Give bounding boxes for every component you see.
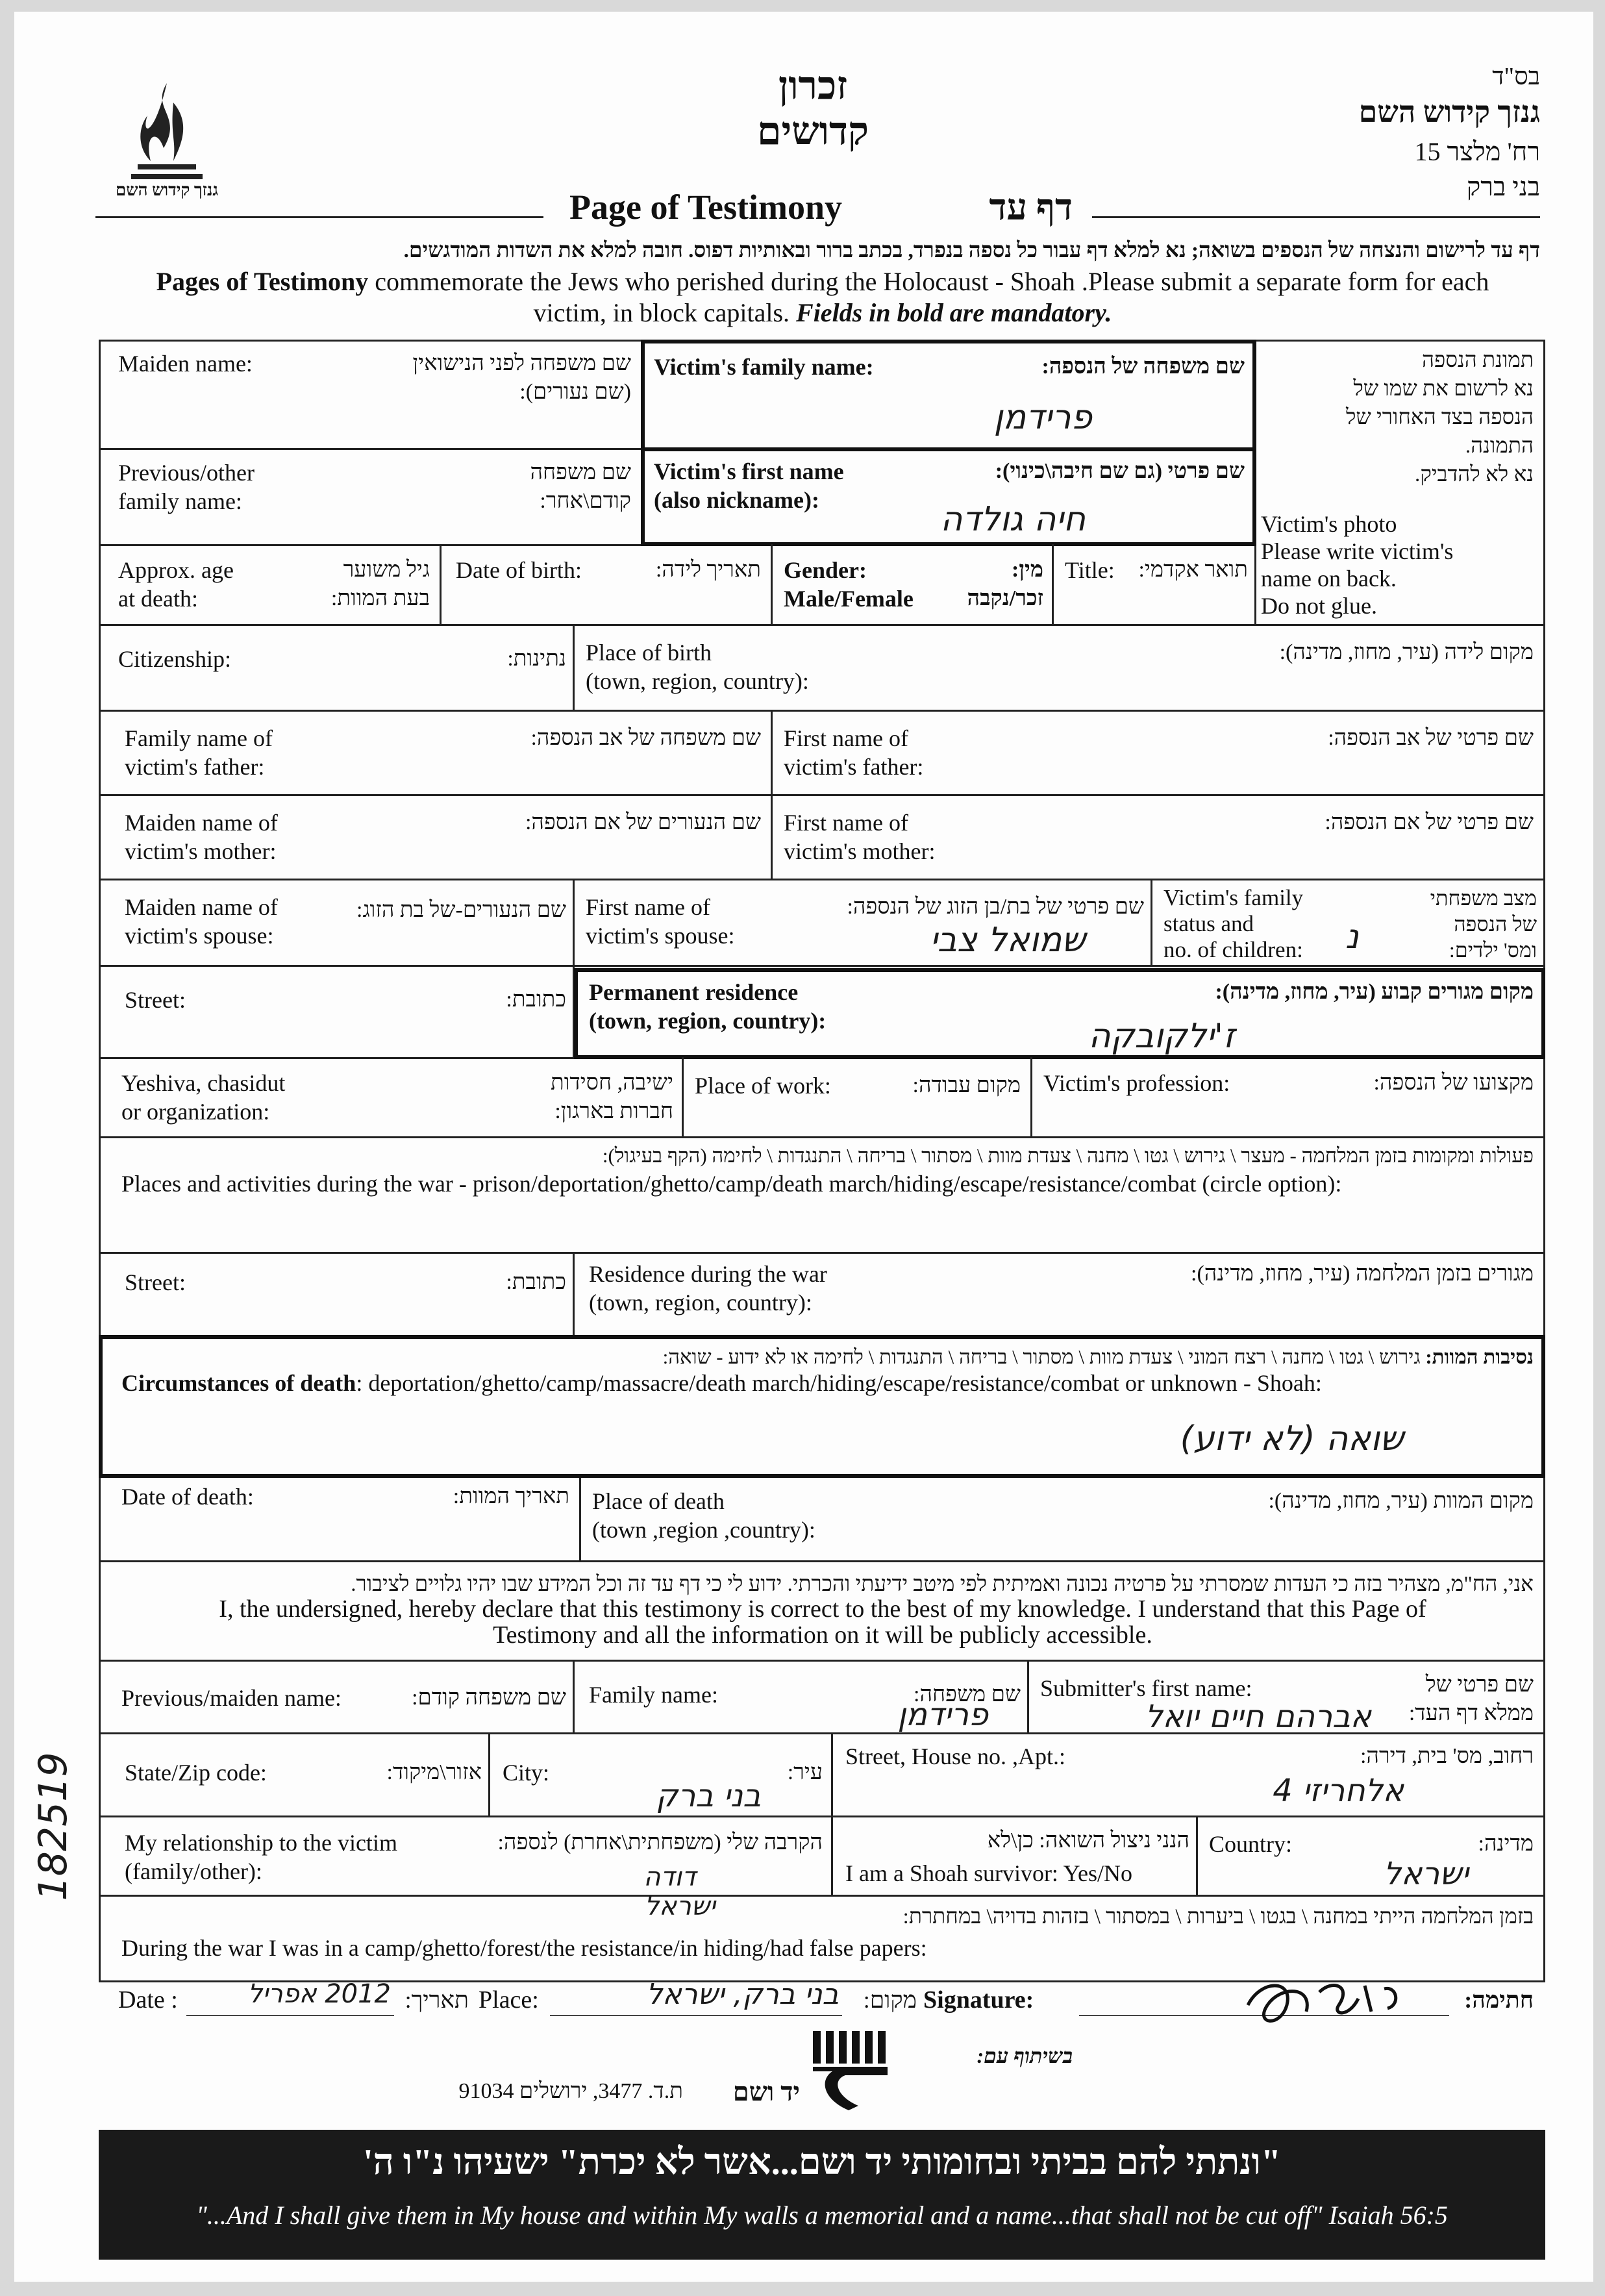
- street-label-he: כתובת:: [506, 988, 566, 1012]
- survivor-label: I am a Shoah survivor: Yes/No: [845, 1860, 1132, 1886]
- submitter-family-label-he: שם משפחה:: [914, 1682, 1021, 1706]
- circ-he-rest: גירוש \ גטו \ מחנה \ רצח המוני \ צעדת מוות \ מסתור \ בריחה \ התנגדות \ לחימה או לא ידוע - שואה:: [662, 1345, 1426, 1368]
- declaration-en-1: I, the undersigned, hereby declare that this testimony is correct to the best of my knowledge. I understand that this Page of: [219, 1595, 1426, 1623]
- gender-en-1: Gender:: [784, 557, 867, 583]
- photo-he-1: תמונת הנספה: [1422, 349, 1534, 372]
- residence-en-2: (town, region, country):: [589, 1008, 827, 1034]
- prev-en-2: family name:: [118, 488, 242, 514]
- status-he-3: ומס' ילדים:: [1449, 938, 1537, 962]
- place-of-death-label: [592, 1487, 815, 1544]
- yad-vashem-address: ת.ד. 3477, ירושלים 91034: [458, 2079, 683, 2103]
- mother-maiden-label: [125, 808, 278, 866]
- place-label-he: מקום:: [863, 1987, 917, 2013]
- pob-en-1: Place of birth: [586, 640, 712, 666]
- city-label-he: עיר:: [787, 1760, 823, 1784]
- rule: [99, 448, 641, 450]
- war-res-en-1: Residence during the war: [589, 1261, 827, 1287]
- circ-he-bold: נסיבות המוות:: [1425, 1345, 1534, 1368]
- country-label-he: מדינה:: [1478, 1832, 1534, 1856]
- date-of-death-label: Date of death:: [121, 1484, 254, 1510]
- prev-he-2: קודם\אחר:: [540, 489, 631, 513]
- signature-label-he: חתימה:: [1464, 1987, 1534, 2013]
- victim-first-name-label-he: שם פרטי (גם שם חיבה\כינוי):: [995, 459, 1245, 483]
- submitter-first-value[interactable]: אברהם חיים יואל: [1145, 1699, 1371, 1735]
- photo-en-1: Victim's photo: [1261, 511, 1397, 537]
- place-label: Place:: [479, 1986, 539, 2014]
- place-line: [550, 2015, 842, 2016]
- coop-label: בשיתוף עם:: [977, 2044, 1073, 2067]
- banner-quote-he: "ונתתי להם בביתי ובחומותי יד ושם...אשר לא יכרת" ישעיהו נ"ו ה': [363, 2142, 1281, 2182]
- maiden-he-1: שם משפחה לפני הנישואין: [412, 351, 631, 375]
- city-label: City:: [503, 1760, 550, 1786]
- status-en-3: no. of children:: [1163, 937, 1303, 962]
- submitter-family-value[interactable]: פרידמן: [897, 1697, 988, 1733]
- logo-text: גנזך קידוש השם: [116, 181, 218, 199]
- rule: [99, 1560, 1545, 1562]
- age-label-he: [300, 556, 430, 613]
- street-label: Street:: [125, 987, 186, 1013]
- rule: [99, 879, 1545, 880]
- rule: [573, 879, 575, 965]
- status-en-2: status and: [1163, 911, 1254, 936]
- rule: [99, 1136, 1545, 1138]
- yad-vashem-name: יד ושם: [732, 2077, 800, 2106]
- father-first-label-he: שם פרטי של אב הנספה:: [1328, 726, 1534, 750]
- quote-banner: [99, 2130, 1545, 2260]
- victim-first-name-label: [654, 457, 844, 514]
- yeshiva-label: [121, 1069, 285, 1126]
- rule: [99, 965, 1545, 967]
- victim-first-name-value[interactable]: חיה גולדה: [940, 500, 1086, 539]
- country-value[interactable]: ישראל: [1383, 1856, 1469, 1892]
- rule: [99, 710, 1545, 712]
- gender-he-2: זכר/נקבה: [967, 586, 1043, 610]
- intro-en-bold: Pages of Testimony: [156, 267, 369, 296]
- rule: [99, 1816, 1545, 1817]
- yeshiva-label-he: [514, 1069, 673, 1126]
- mother-maiden-label-he: שם הנעורים של אם הנספה:: [525, 810, 761, 834]
- submitter-family-label: Family name:: [589, 1682, 718, 1708]
- rule: [99, 1895, 1545, 1897]
- rule: [99, 1252, 1545, 1254]
- state-label-he: אזור\מיקוד:: [386, 1760, 482, 1784]
- rule: [682, 1057, 684, 1136]
- status-he-2: של הנספה: [1454, 912, 1537, 936]
- photo-en-2: Please write victim's: [1261, 538, 1454, 564]
- org-city: בני ברק: [1466, 172, 1540, 201]
- city-value[interactable]: בני ברק: [656, 1778, 761, 1814]
- rule: [440, 544, 442, 624]
- org-name: גנזך קידוש השם: [1358, 95, 1540, 129]
- dob-label: Date of birth:: [456, 557, 582, 583]
- rel-en-1: My relationship to the victim: [125, 1830, 397, 1856]
- rule: [573, 1660, 575, 1732]
- victim-family-name-label: Victim's family name:: [654, 354, 874, 380]
- place-of-birth-label: [586, 638, 809, 695]
- rule: [99, 1660, 1545, 1662]
- photo-instructions-he: [1261, 346, 1534, 489]
- age-he-1: גיל משוער: [343, 558, 430, 582]
- war-residence-label-he: מגורים בזמן המלחמה (עיר, מחוז, מדינה):: [1191, 1262, 1534, 1286]
- age-en-1: Approx. age: [118, 557, 234, 583]
- victim-family-name-label-he: שם משפחה של הנספה:: [1041, 355, 1245, 379]
- permanent-residence-label-he: מקום מגורים קבוע (עיר, מחוז, מדינה):: [1215, 980, 1534, 1004]
- photo-instructions-en: [1261, 510, 1540, 619]
- mother-first-label: [784, 808, 935, 866]
- family-status-label-he: [1391, 885, 1537, 963]
- father-first-en-2: victim's father:: [784, 754, 924, 780]
- mother-maiden-en-1: Maiden name of: [125, 810, 278, 836]
- testimony-sheet: [14, 12, 1593, 2282]
- circumstances-label: [121, 1369, 1322, 1397]
- maiden-name-label-he: [378, 349, 631, 406]
- rule: [1027, 1660, 1029, 1732]
- title-label: Title:: [1065, 557, 1115, 583]
- maiden-he-2: (שם נעורים):: [519, 380, 631, 404]
- profession-label: Victim's profession:: [1043, 1070, 1230, 1096]
- previous-name-label: [118, 458, 255, 516]
- yeshiva-he-1: ישיבה, חסידות: [550, 1071, 673, 1095]
- war-street-label: Street:: [125, 1269, 186, 1295]
- pod-en-2: (town ,region ,country):: [592, 1517, 815, 1543]
- intro-en: [105, 266, 1540, 329]
- survivor-label-he: הנני ניצול השואה: כן\לא: [987, 1828, 1189, 1853]
- gender-label: [784, 556, 914, 613]
- permanent-residence-label: [589, 978, 826, 1035]
- mother-first-en-2: victim's mother:: [784, 838, 936, 864]
- margin-record-number: 182519: [31, 1752, 76, 1901]
- age-label: [118, 556, 234, 613]
- spouse-maiden-label: [125, 893, 278, 950]
- rule: [831, 1732, 833, 1816]
- sub-first-he-1: שם פרטי של: [1425, 1673, 1534, 1697]
- yad-vashem-logo-icon: [806, 2025, 897, 2115]
- first-en-2: (also nickname):: [654, 487, 819, 513]
- status-en-1: Victim's family: [1163, 885, 1304, 910]
- signature-scribble-icon[interactable]: [1235, 1966, 1430, 2038]
- state-label: State/Zip code:: [125, 1760, 267, 1786]
- residence-en-1: Permanent residence: [589, 979, 799, 1005]
- prev-he-1: שם משפחה: [530, 460, 631, 484]
- rule: [573, 1252, 575, 1335]
- citizenship-label: Citizenship:: [118, 646, 231, 672]
- relationship-value[interactable]: דודה: [643, 1862, 696, 1892]
- photo-he-5: נא לא להדביק.: [1414, 463, 1534, 486]
- during-war-label-he: בזמן המלחמה הייתי במחנה \ בגטו \ ביערות \ במסתור \ בזהות בדויה\ במחתרת:: [902, 1905, 1534, 1928]
- family-status-value[interactable]: נ: [1345, 917, 1359, 956]
- yeshiva-en-2: or organization:: [121, 1099, 270, 1125]
- place-value[interactable]: בני ברק, ישראל: [646, 1978, 839, 2011]
- father-family-label-he: שם משפחה של אב הנספה:: [530, 726, 761, 750]
- spouse-first-label-he: שם פרטי של בת/בן הזוג של הנספה:: [847, 895, 1144, 919]
- rule: [579, 1478, 581, 1560]
- father-fam-en-1: Family name of: [125, 725, 273, 751]
- photo-en-3: name on back.: [1261, 566, 1397, 592]
- intro-en-rest: commemorate the Jews who perished during the Holocaust - Shoah .Please submit a separate form for each: [368, 267, 1489, 296]
- circumstances-value[interactable]: שואה (לא ידוע): [1180, 1419, 1404, 1458]
- war-street-label-he: כתובת:: [506, 1270, 566, 1294]
- gender-he-1: מין:: [1011, 558, 1043, 582]
- page-title-en: Page of Testimony: [569, 188, 843, 227]
- spouse-maiden-en-1: Maiden name of: [125, 894, 278, 920]
- mother-first-label-he: שם פרטי של אם הנספה:: [1325, 810, 1534, 834]
- spouse-first-en-1: First name of: [586, 894, 710, 920]
- country-label: Country:: [1209, 1831, 1293, 1857]
- age-he-2: בעת המוות:: [330, 586, 430, 610]
- declaration-en: [112, 1596, 1534, 1648]
- war-activities-label-he: פעולות ומקומות בזמן המלחמה - מעצר \ גירוש \ גטו \ מחנה \ צעדת מוות \ מסתור \ בריחה \ התנגדות \ לחימה (הקף בעיגול):: [602, 1144, 1534, 1167]
- relationship-label-he: הקרבה שלי (משפחתית\אחרת) לנספה:: [497, 1830, 823, 1854]
- declaration-he: אני, הח"מ, מצהיר בזה כי העדות שמסרתי על פרטיה נכונה ואמיתית לפי מיטב ידיעתי והכרתי. ידוע לי כי דף עד זה וכל המידע שבו יהיו גלויים לציבור.: [351, 1573, 1534, 1596]
- page-title-he: דף עד: [989, 188, 1073, 228]
- war-residence-label: [589, 1260, 827, 1317]
- status-he-1: מצב משפחתי: [1430, 886, 1537, 910]
- title-rule-right: [1092, 216, 1540, 218]
- title-label-he: תואר אקדמי:: [1138, 558, 1248, 582]
- yeshiva-en-1: Yeshiva, chasidut: [121, 1070, 286, 1096]
- victim-family-name-value[interactable]: פרידמן: [993, 398, 1092, 437]
- during-war-value[interactable]: ישראל: [644, 1891, 715, 1921]
- circ-en-rest: : deportation/ghetto/camp/massacre/death march/hiding/escape/resistance/combat or unknown - Shoah:: [356, 1370, 1322, 1396]
- father-fam-en-2: victim's father:: [125, 754, 265, 780]
- logo: [112, 77, 222, 206]
- date-line: [186, 2015, 394, 2016]
- spouse-maiden-en-2: victim's spouse:: [125, 923, 274, 949]
- rel-en-2: (family/other):: [125, 1858, 262, 1884]
- date-of-death-label-he: תאריך המוות:: [453, 1484, 569, 1508]
- rule: [99, 544, 641, 546]
- rule: [1030, 1057, 1032, 1136]
- war-res-en-2: (town, region, country):: [589, 1290, 812, 1316]
- rule: [573, 624, 575, 710]
- rule: [771, 710, 773, 879]
- submitter-prev-label: Previous/maiden name:: [121, 1685, 342, 1711]
- street-house-label-he: רחוב, מס' בית, דירה:: [1360, 1744, 1534, 1768]
- age-en-2: at death:: [118, 586, 198, 612]
- sub-first-he-2: ממלא דף העד:: [1408, 1701, 1534, 1725]
- pod-en-1: Place of death: [592, 1488, 725, 1514]
- citizenship-label-he: נתינות:: [507, 647, 566, 671]
- family-status-label: [1163, 885, 1303, 963]
- kedoshim-title: קדושים: [757, 110, 869, 153]
- mother-first-en-1: First name of: [784, 810, 908, 836]
- signature-label: Signature:: [923, 1986, 1034, 2014]
- profession-label-he: מקצועו של הנספה:: [1373, 1071, 1534, 1095]
- yeshiva-he-2: חברות בארגון:: [554, 1099, 673, 1123]
- spouse-first-en-2: victim's spouse:: [586, 923, 735, 949]
- place-of-birth-label-he: מקום לידה (עיר, מחוז, מדינה):: [1279, 640, 1534, 664]
- gender-label-he: [936, 556, 1043, 613]
- photo-en-4: Do not glue.: [1261, 593, 1377, 619]
- rule: [99, 624, 1545, 626]
- intro-en-line2: victim, in block capitals.: [533, 298, 797, 327]
- rule: [99, 794, 1545, 796]
- street-house-value[interactable]: אלחריזי 4: [1273, 1773, 1404, 1809]
- submitter-first-label-he: [1378, 1671, 1534, 1728]
- permanent-residence-value[interactable]: ז'ילקובקה: [1088, 1017, 1235, 1056]
- intro-he: דף עד לרישום והנצחה של הנספים בשואה; נא למלא דף עבור כל נספה בנפרד, בכתב ברור ובאותיות דפוס. חובה למלא את השדות המודגשים.: [403, 239, 1540, 262]
- mother-maiden-en-2: victim's mother:: [125, 838, 277, 864]
- circumstances-label-he: [112, 1343, 1534, 1371]
- circ-en-bold: Circumstances of death: [121, 1370, 356, 1396]
- spouse-first-label: [586, 893, 734, 950]
- gender-en-2: Male/Female: [784, 586, 914, 612]
- pob-en-2: (town, region, country):: [586, 668, 809, 694]
- prev-en-1: Previous/other: [118, 460, 255, 486]
- org-street: רח' מלצר 15: [1414, 137, 1540, 166]
- place-of-death-label-he: מקום המוות (עיר, מחוז, מדינה):: [1268, 1489, 1534, 1513]
- submitter-first-label: Submitter's first name:: [1040, 1675, 1252, 1701]
- submitter-prev-label-he: שם משפחה קודם:: [412, 1686, 566, 1710]
- banner-quote-en: "...And I shall give them in My house and within My walls a memorial and a name...that shall not be cut off" Isaiah 56:5: [196, 2201, 1448, 2230]
- during-war-label: During the war I was in a camp/ghetto/forest/the resistance/in hiding/had false papers:: [121, 1935, 927, 1961]
- intro-en-mandatory: Fields in bold are mandatory.: [796, 298, 1112, 327]
- declaration-en-2: Testimony and all the information on it will be publicly accessible.: [493, 1621, 1152, 1649]
- maiden-name-label: Maiden name:: [118, 351, 253, 377]
- work-label: Place of work:: [695, 1073, 831, 1099]
- zikaron-title: זכרון: [778, 64, 848, 107]
- rule: [831, 1816, 833, 1895]
- previous-name-label-he: [469, 458, 631, 516]
- spouse-maiden-label-he: שם הנעורים-של בת הזוג:: [356, 898, 566, 922]
- title-rule-left: [95, 216, 543, 218]
- date-value[interactable]: 2012 אפריל: [247, 1979, 391, 2009]
- bsd-mark: בס"ד: [1492, 63, 1540, 90]
- rule: [488, 1732, 490, 1816]
- rule: [771, 544, 773, 624]
- relationship-label: [125, 1828, 397, 1886]
- war-activities-label: Places and activities during the war - prison/deportation/ghetto/camp/death march/hiding/escape/resistance/combat (circle option):: [121, 1171, 1342, 1197]
- photo-he-3: הנספה בצד האחורי של: [1346, 406, 1534, 429]
- father-family-label: [125, 724, 273, 781]
- rule: [1151, 879, 1152, 965]
- photo-he-2: נא לרשום את שמו של: [1353, 377, 1534, 401]
- rule: [1052, 544, 1054, 624]
- rule: [1196, 1816, 1198, 1895]
- date-label: Date :: [118, 1986, 178, 2014]
- work-label-he: מקום עבודה:: [912, 1073, 1021, 1097]
- street-house-label: Street, House no. ,Apt.:: [845, 1743, 1065, 1769]
- dob-label-he: תאריך לידה:: [655, 558, 761, 582]
- photo-he-4: התמונה.: [1465, 434, 1534, 458]
- father-first-label: [784, 724, 923, 781]
- date-label-he: תאריך:: [404, 1987, 469, 2013]
- father-first-en-1: First name of: [784, 725, 908, 751]
- first-en-1: Victim's first name: [654, 458, 844, 484]
- spouse-first-value[interactable]: שמואל צבי: [930, 921, 1086, 960]
